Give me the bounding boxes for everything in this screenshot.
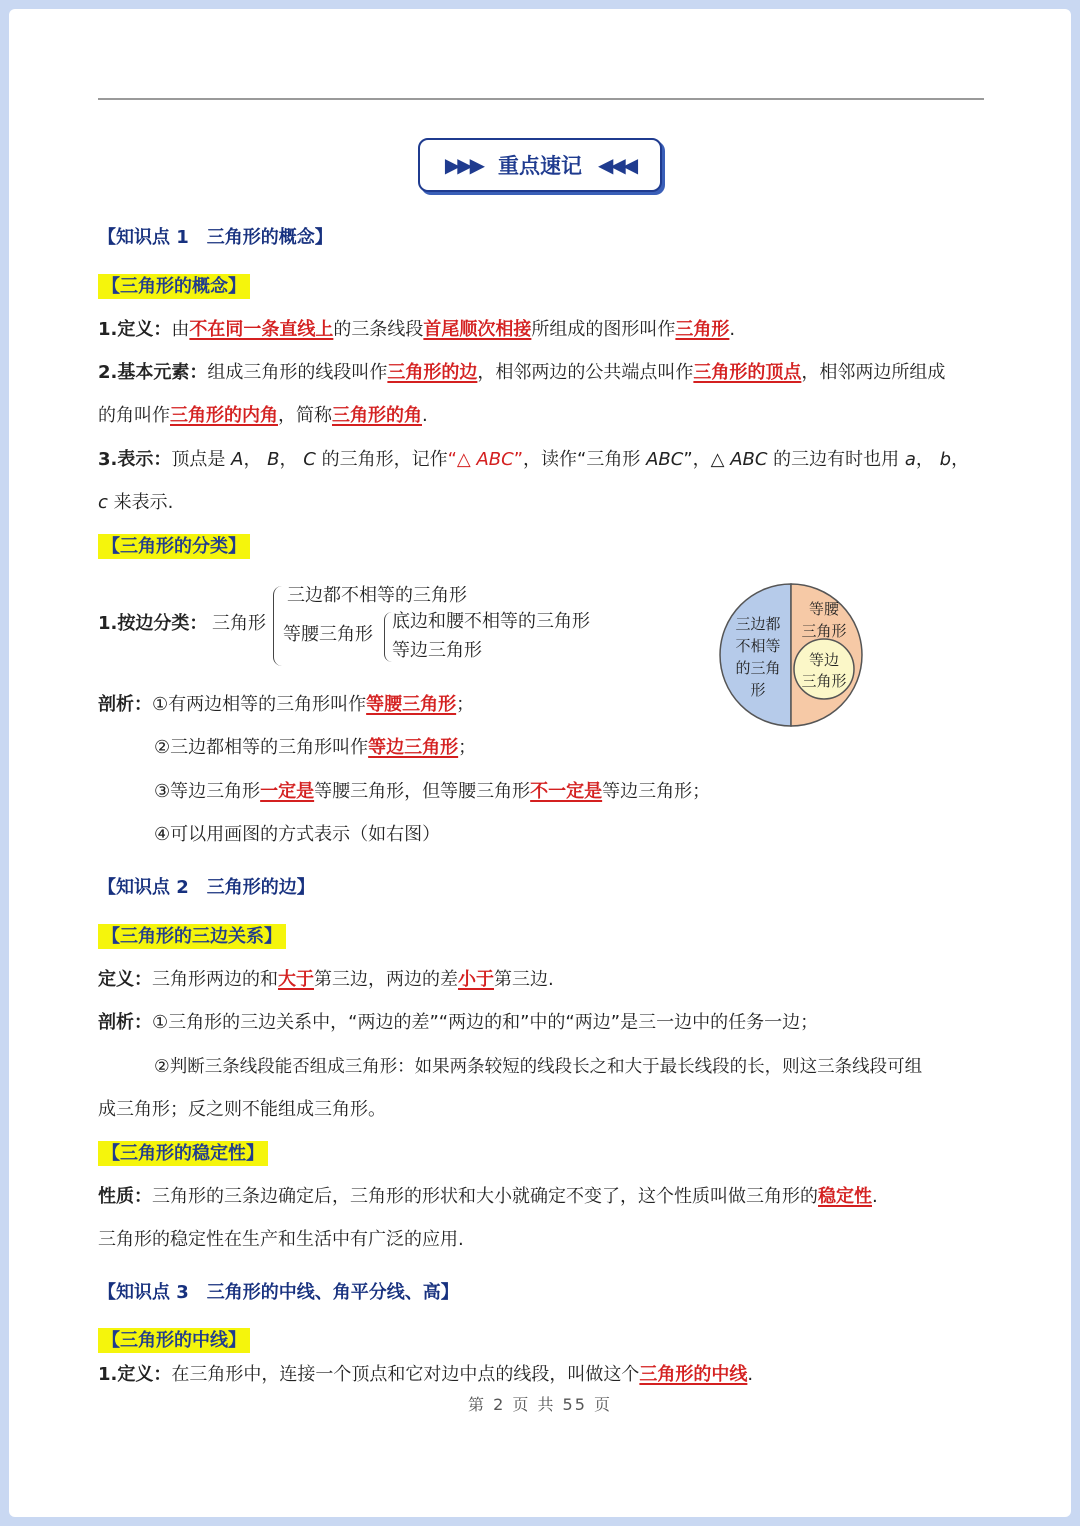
brace-level-1: [273, 586, 282, 666]
pie-left-text-4: 形: [750, 681, 766, 699]
pie-inner-text-1: 等边: [808, 651, 840, 669]
definition-2-cont: 的角叫作三角形的内角，简称三角形的角.: [98, 405, 428, 426]
classify-scalene: 三边都不相等的三角形: [287, 585, 467, 606]
tag-triangle-concept: 【三角形的概念】: [98, 274, 250, 299]
classify-isosceles: 等腰三角形: [283, 624, 373, 645]
pie-inner-text-2: 三角形: [801, 672, 847, 690]
tag-triangle-median: 【三角形的中线】: [98, 1328, 250, 1353]
analysis-1-item-1: 剖析：①有两边相等的三角形叫作等腰三角形；: [98, 694, 475, 715]
classify-equilateral: 等边三角形: [392, 640, 482, 661]
tag-triangle-classification: 【三角形的分类】: [98, 534, 250, 559]
classify-isosceles-non-equilateral: 底边和腰不相等的三角形: [392, 611, 590, 632]
definition-3-cont: c 来表示.: [98, 492, 174, 513]
pie-right-text-1: 等腰: [808, 600, 840, 618]
classify-root: 三角形: [212, 613, 266, 634]
triangle-classification-diagram: [718, 582, 864, 728]
pie-left-text-3: 的三角: [735, 659, 781, 677]
analysis-1-item-4: ④可以用画图的方式表示（如右图）: [154, 824, 441, 845]
pie-left-scalene: [720, 584, 791, 726]
knowledge-point-1-title: 【知识点 1 三角形的概念】: [98, 227, 333, 248]
header-divider: [98, 98, 984, 100]
knowledge-point-3-title: 【知识点 3 三角形的中线、角平分线、高】: [98, 1282, 459, 1303]
pie-right-text-2: 三角形: [801, 622, 847, 640]
banner-title: 重点速记: [498, 154, 582, 178]
page-number-footer: 第 2 页 共 55 页: [468, 1395, 612, 1414]
median-definition: 1.定义：在三角形中，连接一个顶点和它对边中点的线段，叫做这个三角形的中线.: [98, 1364, 754, 1385]
classify-label: 1.按边分类：: [98, 613, 208, 634]
brace-level-2: [384, 612, 392, 662]
definition-sides: 定义：三角形两边的和大于第三边，两边的差小于第三边.: [98, 969, 554, 990]
knowledge-point-2-title: 【知识点 2 三角形的边】: [98, 877, 315, 898]
definition-3: 3.表示：顶点是 A， B， C 的三角形，记作“△ ABC”，读作“三角形 ABC”，△ ABC 的三边有时也用 a， b，: [98, 449, 970, 470]
pie-left-text-1: 三边都: [735, 615, 781, 633]
tag-triangle-stability: 【三角形的稳定性】: [98, 1141, 268, 1166]
analysis-2-item-2: ②判断三条线段能否组成三角形：如果两条较短的线段长之和大于最长线段的长，则这三条线段可组: [154, 1057, 923, 1077]
definition-1: 1.定义：由不在同一条直线上的三条线段首尾顺次相接所组成的图形叫作三角形.: [98, 319, 736, 340]
triple-arrow-left-icon: ◀◀◀: [598, 153, 636, 177]
stability-application: 三角形的稳定性在生产和生活中有广泛的应用.: [98, 1229, 464, 1250]
analysis-2-item-2-cont: 成三角形；反之则不能组成三角形。: [98, 1099, 386, 1120]
analysis-2-item-1: 剖析：①三角形的三边关系中，“两边的差”“两边的和”中的“两边”是三一边中的任务一边；: [98, 1012, 819, 1033]
stability-property: 性质：三角形的三条边确定后，三角形的形状和大小就确定不变了，这个性质叫做三角形的稳定性.: [98, 1186, 878, 1207]
section-banner: [418, 138, 662, 192]
tag-three-side-relation: 【三角形的三边关系】: [98, 924, 286, 949]
triple-arrow-right-icon: ▶▶▶: [444, 153, 482, 177]
pie-inner-equilateral: [794, 639, 854, 699]
definition-2: 2.基本元素：组成三角形的线段叫作三角形的边，相邻两边的公共端点叫作三角形的顶点，相邻两边所组成: [98, 362, 946, 383]
analysis-1-item-3: ③等边三角形一定是等腰三角形，但等腰三角形不一定是等边三角形；: [154, 781, 711, 802]
analysis-1-item-2: ②三边都相等的三角形叫作等边三角形；: [154, 737, 477, 758]
pie-left-text-2: 不相等: [735, 637, 781, 655]
